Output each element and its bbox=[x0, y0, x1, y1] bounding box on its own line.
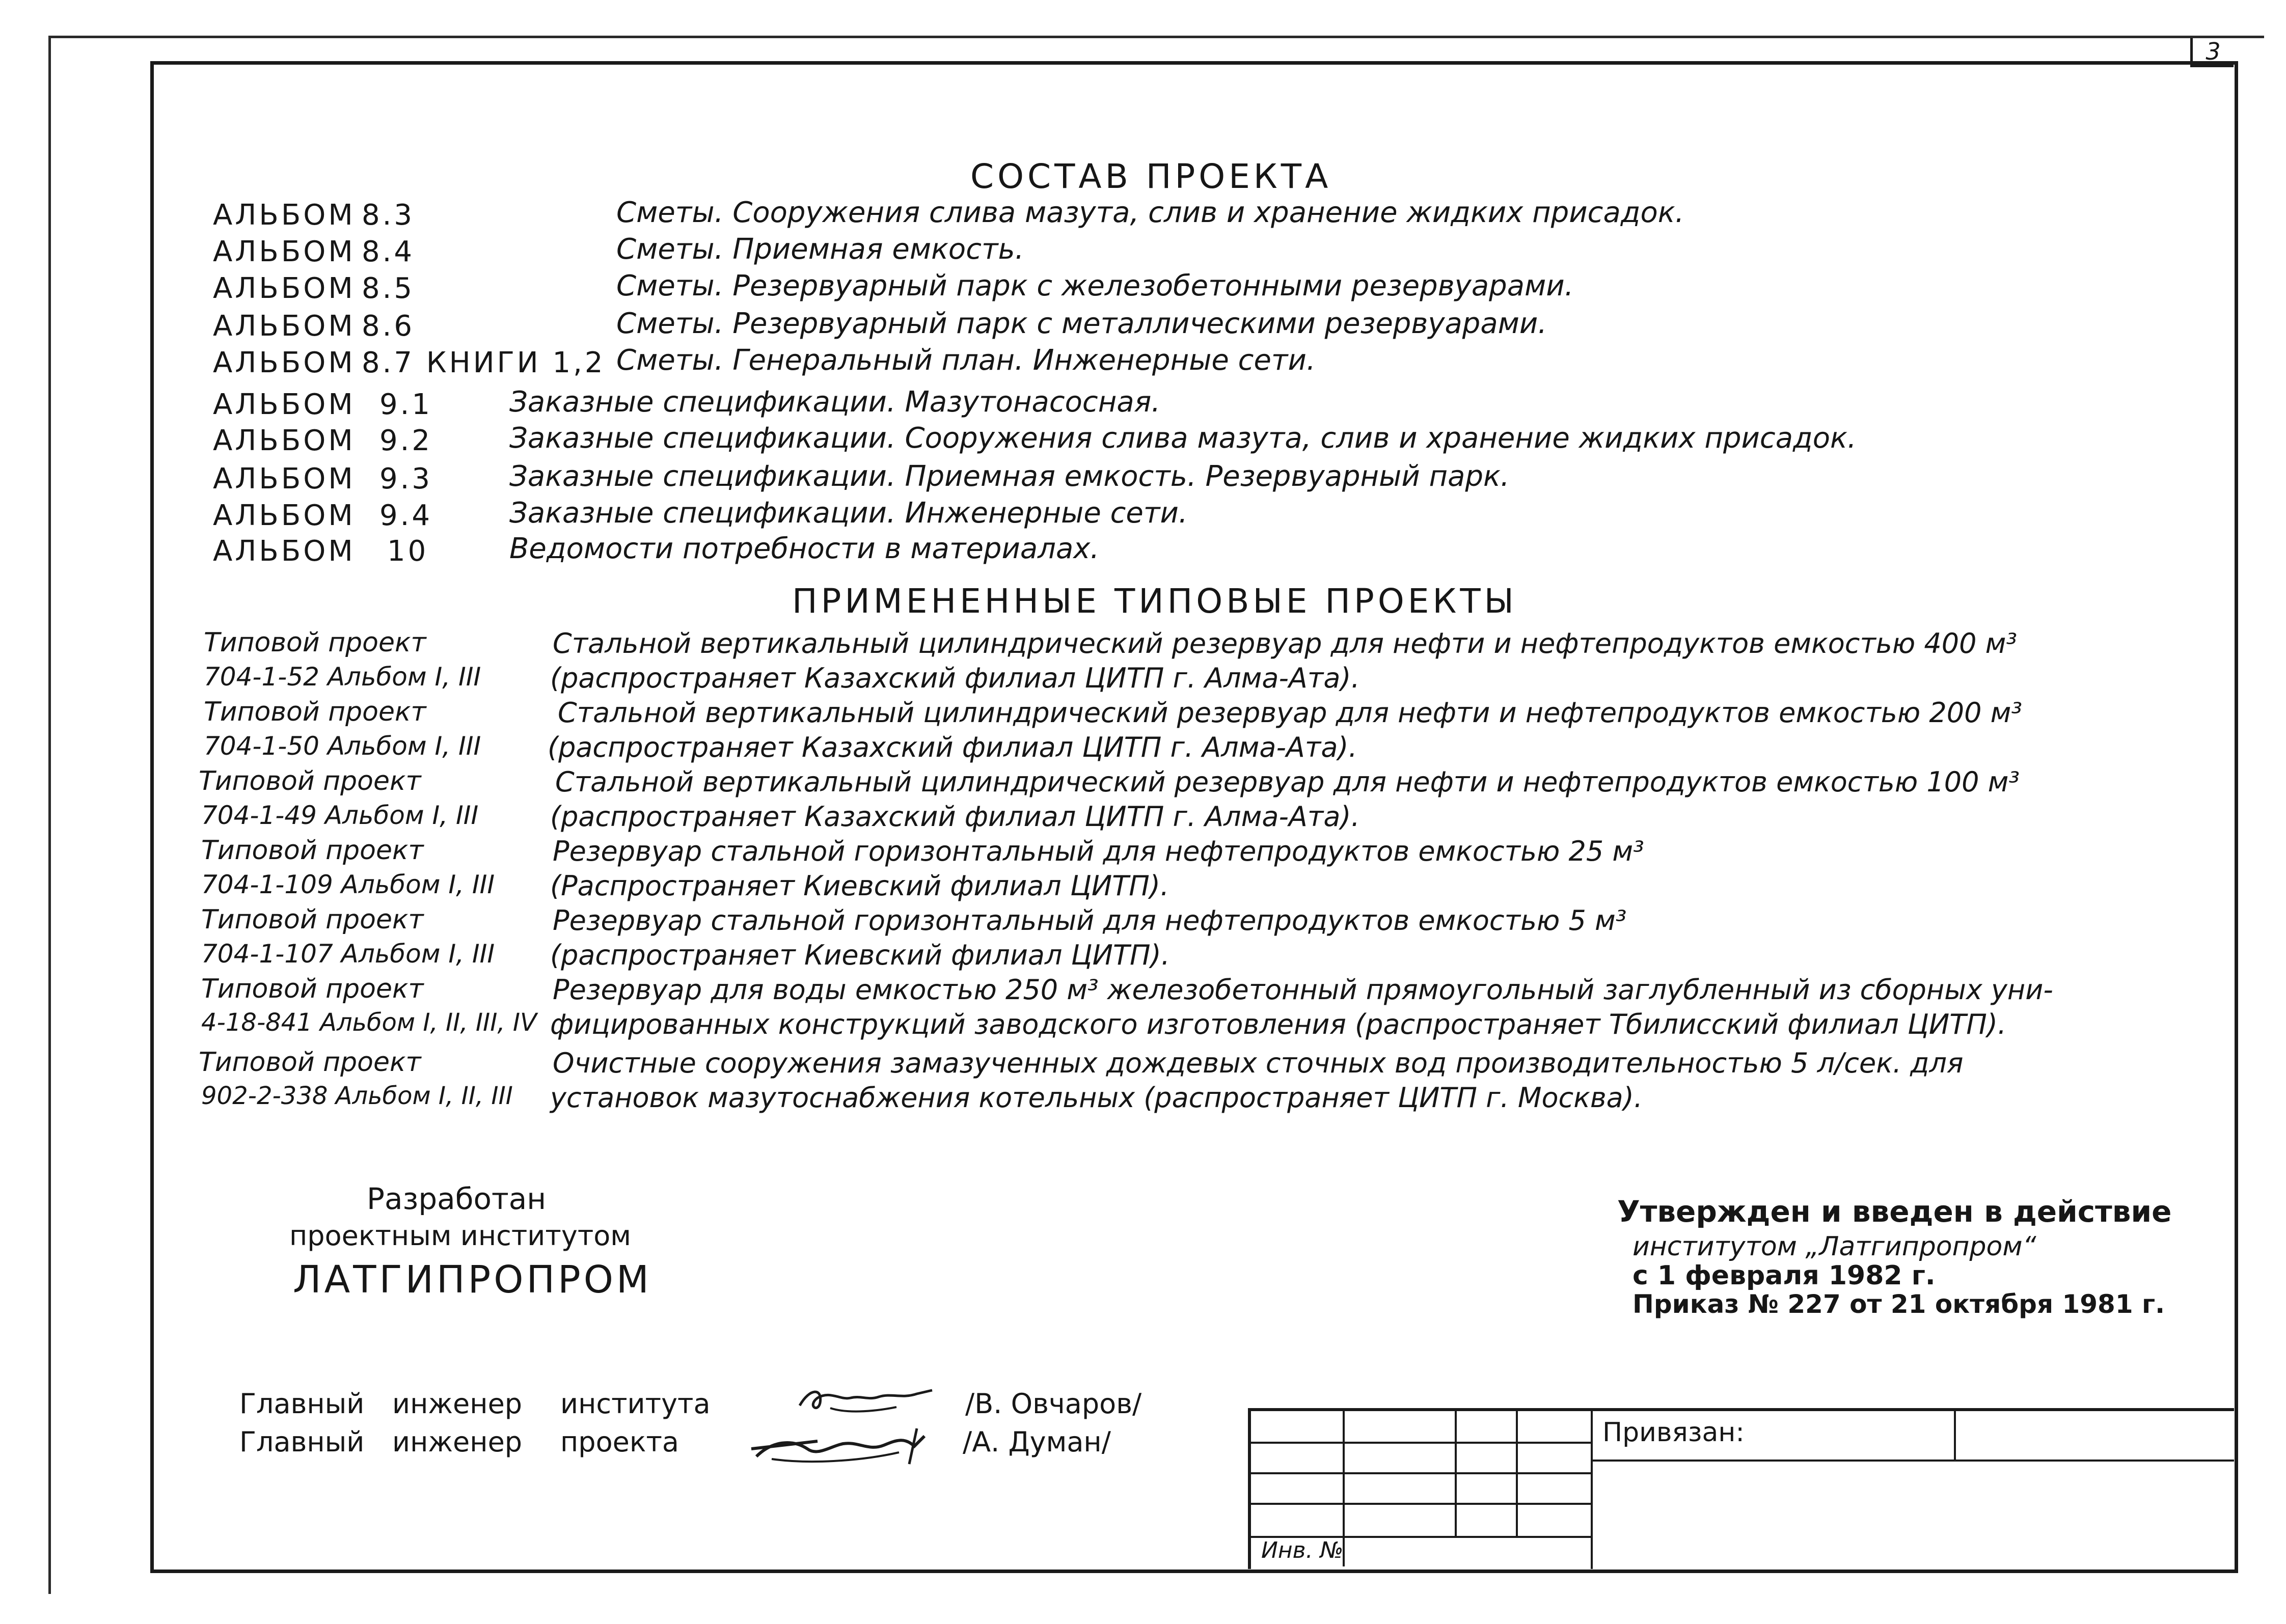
sheet-number: 3 bbox=[2190, 38, 2234, 67]
typical-publisher: (распространяет Казахский филиал ЦИТП г. Алма-Ата). bbox=[550, 662, 1360, 694]
signature-mark bbox=[795, 1378, 942, 1418]
signature-name: /А. Думан/ bbox=[963, 1426, 1111, 1458]
developer-name: ЛАТГИПРОПРОМ bbox=[293, 1258, 652, 1302]
stamp-line bbox=[1591, 1411, 1593, 1569]
typical-code: 4-18-841 Альбом I, II, III, IV bbox=[201, 1008, 537, 1037]
typical-label: Типовой проект bbox=[204, 627, 426, 658]
album-number: 8.7 КНИГИ 1,2 bbox=[362, 346, 606, 379]
typical-description: Резервуар стальной горизонтальный для нефтепродуктов емкостью 5 м³ bbox=[553, 904, 1627, 937]
signature-role: Главный bbox=[239, 1388, 365, 1420]
album-label: АЛЬБОМ bbox=[213, 424, 356, 457]
approval-line3: с 1 февраля 1982 г. bbox=[1632, 1260, 1936, 1291]
album-number: 9.2 bbox=[379, 424, 433, 457]
album-description: Сметы. Генеральный план. Инженерные сети. bbox=[616, 344, 1316, 377]
approval-line4: Приказ № 227 от 21 октября 1981 г. bbox=[1632, 1289, 2165, 1319]
signature-role: проекта bbox=[560, 1426, 679, 1458]
typical-code: 902-2-338 Альбом I, II, III bbox=[201, 1082, 513, 1110]
album-number: 8.4 bbox=[362, 235, 415, 268]
typical-description: Стальной вертикальный цилиндрический резервуар для нефти и нефтепродуктов емкостью 100 м³ bbox=[555, 766, 2020, 798]
album-label: АЛЬБОМ bbox=[213, 272, 356, 305]
album-label: АЛЬБОМ bbox=[213, 235, 356, 268]
typical-publisher: (Распространяет Киевский филиал ЦИТП). bbox=[550, 870, 1169, 902]
approval-line2: институтом „Латгипропром“ bbox=[1632, 1231, 2036, 1262]
album-number: 8.6 bbox=[362, 310, 415, 343]
typical-description: Резервуар стальной горизонтальный для нефтепродуктов емкостью 25 м³ bbox=[553, 835, 1644, 867]
typical-code: 704-1-109 Альбом I, III bbox=[201, 870, 495, 899]
typical-code: 704-1-52 Альбом I, III bbox=[204, 662, 481, 692]
signature-role: инженер bbox=[392, 1426, 523, 1458]
composition-title: СОСТАВ ПРОЕКТА bbox=[970, 157, 1332, 196]
typical-description: Стальной вертикальный цилиндрический резервуар для нефти и нефтепродуктов емкостью 400 м³ bbox=[553, 627, 2017, 659]
album-description: Сметы. Резервуарный парк с железобетонными резервуарами. bbox=[616, 269, 1574, 302]
typical-publisher: (распространяет Казахский филиал ЦИТП г. Алма-Ата). bbox=[550, 801, 1360, 833]
signature-mark bbox=[741, 1421, 955, 1469]
album-number: 8.5 bbox=[362, 272, 415, 305]
typical-publisher: (распространяет Казахский филиал ЦИТП г. Алма-Ата). bbox=[548, 731, 1357, 763]
typical-label: Типовой проект bbox=[201, 835, 424, 866]
album-number: 9.1 bbox=[379, 388, 433, 421]
album-label: АЛЬБОМ bbox=[213, 346, 356, 379]
album-label: АЛЬБОМ bbox=[213, 388, 356, 421]
typical-description: Очистные сооружения замазученных дождевых сточных вод производительностью 5 л/сек. для bbox=[553, 1047, 1964, 1079]
album-label: АЛЬБОМ bbox=[213, 199, 356, 232]
album-description: Сметы. Резервуарный парк с металлическими резервуарами. bbox=[616, 307, 1547, 340]
album-description: Сметы. Приемная емкость. bbox=[616, 233, 1024, 266]
typical-publisher: установок мазутоснабжения котельных (распространяет ЦИТП г. Москва). bbox=[550, 1082, 1643, 1114]
typical-label: Типовой проект bbox=[199, 766, 421, 796]
typical-label: Типовой проект bbox=[201, 904, 424, 935]
album-description: Заказные спецификации. Инженерные сети. bbox=[509, 497, 1188, 530]
typical-code: 704-1-50 Альбом I, III bbox=[204, 731, 481, 761]
album-number: 10 bbox=[387, 535, 429, 568]
typical-label: Типовой проект bbox=[199, 1047, 421, 1078]
tied-label: Привязан: bbox=[1602, 1417, 1745, 1448]
typical-publisher: фицированных конструкций заводского изготовления (распространяет Тбилисский филиал ЦИТП). bbox=[550, 1008, 2007, 1040]
typical-description: Стальной вертикальный цилиндрический резервуар для нефти и нефтепродуктов емкостью 200 м³ bbox=[558, 697, 2022, 729]
album-description: Ведомости потребности в материалах. bbox=[509, 532, 1100, 565]
typical-code: 704-1-49 Альбом I, III bbox=[201, 801, 479, 830]
album-description: Заказные спецификации. Сооружения слива мазута, слив и хранение жидких присадок. bbox=[509, 422, 1857, 455]
inventory-label: Инв. № bbox=[1261, 1537, 1344, 1563]
stamp-line bbox=[1251, 1472, 1591, 1474]
stamp-line bbox=[1591, 1460, 2234, 1462]
album-description: Заказные спецификации. Приемная емкость. Резервуарный парк. bbox=[509, 460, 1510, 493]
typical-title: ПРИМЕНЕННЫЕ ТИПОВЫЕ ПРОЕКТЫ bbox=[792, 582, 1517, 621]
signature-role: инженер bbox=[392, 1388, 523, 1420]
album-label: АЛЬБОМ bbox=[213, 462, 356, 496]
stamp-line bbox=[1954, 1411, 1956, 1460]
typical-publisher: (распространяет Киевский филиал ЦИТП). bbox=[550, 939, 1170, 971]
typical-description: Резервуар для воды емкостью 250 м³ железобетонный прямоугольный заглубленный из сборных уни- bbox=[553, 974, 2053, 1006]
album-description: Сметы. Сооружения слива мазута, слив и хранение жидких присадок. bbox=[616, 196, 1684, 229]
album-number: 8.3 bbox=[362, 199, 415, 232]
typical-label: Типовой проект bbox=[204, 697, 426, 727]
typical-label: Типовой проект bbox=[201, 974, 424, 1004]
album-label: АЛЬБОМ bbox=[213, 310, 356, 343]
typical-code: 704-1-107 Альбом I, III bbox=[201, 939, 495, 969]
stamp-line bbox=[1251, 1442, 1591, 1444]
stamp-line bbox=[1251, 1503, 1591, 1505]
signature-role: Главный bbox=[239, 1426, 365, 1458]
signature-name: /В. Овчаров/ bbox=[965, 1388, 1142, 1420]
album-number: 9.4 bbox=[379, 499, 433, 532]
title-block bbox=[1248, 1408, 2234, 1569]
developer-line2: проектным институтом bbox=[289, 1220, 632, 1252]
album-description: Заказные спецификации. Мазутонасосная. bbox=[509, 386, 1161, 419]
album-number: 9.3 bbox=[379, 462, 433, 496]
album-label: АЛЬБОМ bbox=[213, 535, 356, 568]
approval-line1: Утвержден и введен в действие bbox=[1617, 1194, 2172, 1229]
developer-line1: Разработан bbox=[367, 1181, 547, 1216]
signature-role: института bbox=[560, 1388, 711, 1420]
album-label: АЛЬБОМ bbox=[213, 499, 356, 532]
